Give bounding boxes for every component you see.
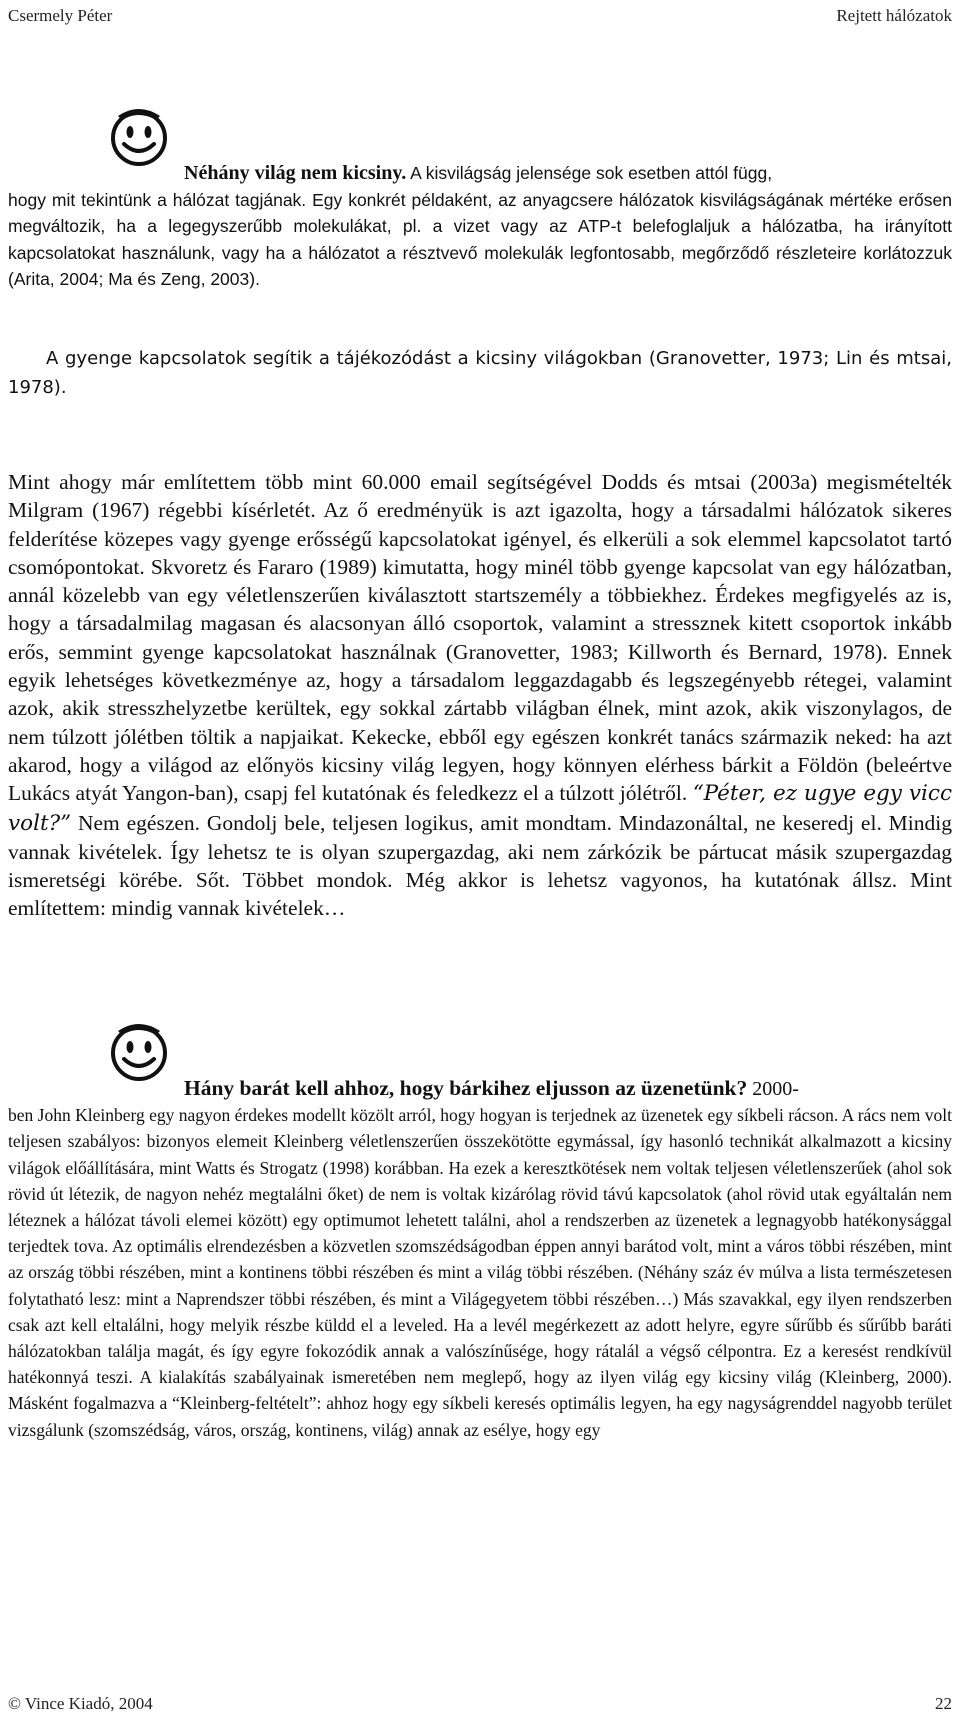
- page-footer: [8, 1694, 952, 1720]
- section-heading: Hány barát kell ahhoz, hogy bárkihez eljusson az üzenetünk?: [184, 1076, 748, 1100]
- section-weak-ties: [8, 345, 952, 402]
- page-number: 22: [935, 1694, 952, 1713]
- paragraph-text: 2000-: [752, 1078, 799, 1100]
- page-header: [8, 6, 952, 32]
- paragraph-text: ben John Kleinberg egy nagyon érdekes modellt közölt arról, hogy hogyan is terjednek az üzenetek egy síkbeli rácson. A rács nem volt teljesen szabályos: bizonyos elemeit Kleinberg véletlenszerűen összekötötte egymással, így hasonló technikát alkalmazott a kicsiny világok előállítására, mint Watts és Strogatz (1998) korábban. Ha ezek a keresztkötések nem voltak teljesen véletlenszerűek (ahol sok rövid út létezik, de nagyon nehéz megtalálni őket) de nem is voltak kizárólag rövid távú kapcsolatok (ahol rövid utak egyáltalán nem léteznek a hálózat távoli elemei között) egy optimumot lehetett találni, ahol a rendszerben az üzenetek a legnagyobb hatékonysággal terjedtek tova. Az optimális elrendezésben a közvetlen szomszédságodban éppen annyi barátod volt, mint a város többi részében, mint az ország többi részében, mint a kontinens többi részében és mint a világ többi részében. (Néhány száz év múlva a lista természetesen folytatható lesz: mint a Naprendszer többi részében, és mint a Világegyetem többi részében…) Más szavakkal, egy ilyen rendszerben csak azt kell eltalálni, hogy melyik részbe küldd el a leveled. Ha a levél megérkezett az adott helyre, egyre sűrűbb és sűrűbb baráti hálózatokban találja magát, és így egyre fokozódik annak a valószínűsége, hogy rátalál a végső célpontra. Ez a keresést rendkívül hatékonnyá teszi. A kialakítás szabályainak ismeretében nem meglepő, hogy az ilyen világ egy kicsiny világ (Kleinberg, 2000). Másként fogalmazva a “Kleinberg-feltételt”: ahhoz hogy egy síkbeli keresés optimális legyen, ha egy nagyságrenddel nagyobb terület vizsgálunk (szomszédság, város, ország, kontinens, világ) annak az esélye, hogy egy: [8, 1105, 952, 1440]
- handwritten-quote: “Péter, ez ugye egy vicc volt?”: [8, 781, 952, 836]
- footer-copyright: © Vince Kiadó, 2004: [8, 1694, 153, 1713]
- section-heading: Néhány világ nem kicsiny.: [184, 162, 407, 184]
- section-small-worlds: [8, 160, 952, 293]
- paragraph-text: A kisvilágság jelensége sok esetben attól függ,: [410, 163, 773, 183]
- paragraph-text: Mint ahogy már említettem több mint 60.000 email segítségével Dodds és mtsai (2003a) megismételték Milgram (1967) régebbi kísérletét. Az ő eredményük is azt igazolta, hogy a társadalmi hálózatok sikeres felderítése közepes vagy gyenge erősségű kapcsolatokat igényel, és elkerüli a sok elemmel kapcsolatot tartó csomópontokat. Skvoretz és Fararo (1989) kimutatta, hogy minél több gyenge kapcsolat van egy hálózatban, annál közelebb van egy véletlenszerűen kiválasztott startszemély a többiekhez. Érdekes megfigyelés az is, hogy a társadalmilag magasan és alacsonyan álló csoportok, valamint a stressznek kitett csoportok inkább erős, semmint gyenge kapcsolatokat használnak (Granovetter, 1983; Killworth és Bernard, 1978). Ennek egyik lehetséges következménye az, hogy a társadalom leggazdagabb és legszegényebb rétegei, valamint azok, akik stresszhelyzetbe kerültek, egy sokkal zártabb világban élnek, mint azok, akik viszonylagos, de nem túlzott jólétben töltik a napjaikat. Kekecke, ebből egy egészen konkrét tanács származik neked: ha azt akarod, hogy a világod az előnyös kicsiny világ legyen, hogy könnyen elérhess bárkit a Földön (beleértve Lukács atyát Yangon-ban), csapj fel kutatónak és feledkezz el a túlzott jólétről.: [8, 470, 952, 806]
- paragraph-text: Nem egészen. Gondolj bele, teljesen logikus, amit mondtam. Mindazonáltal, ne keseredj el. Mindig vannak kivételek. Így lehetsz te is olyan szupergazdag, aki nem zárkózik be pártucat másik szupergazdag ismeretségi körébe. Sőt. Többet mondok. Még akkor is lehetsz vagyonos, ha kutatónak állsz. Mint említettem: mindig vannak kivételek…: [8, 810, 952, 921]
- section-milgram: [8, 468, 952, 923]
- header-author: Csermely Péter: [8, 6, 113, 25]
- paragraph-text: A gyenge kapcsolatok segítik a tájékozódást a kicsiny világokban (Granovetter, 1973; Lin és mtsai, 1978).: [8, 348, 952, 398]
- header-title: Rejtett hálózatok: [836, 6, 952, 25]
- section-kleinberg: [8, 1075, 952, 1443]
- paragraph-text: hogy mit tekintünk a hálózat tagjának. Egy konkrét példaként, az anyagcsere hálózatok kisvilágságának mértéke erősen megváltozik, ha a legegyszerűbb molekulákat, pl. a vizet vagy az ATP-t belefoglaljuk a hálózatba, ha irányított kapcsolatokat használunk, vagy ha a hálózatot a résztvevő molekulák legfontosabb, megőrződő részleteire korlátozzuk (Arita, 2004; Ma és Zeng, 2003).: [8, 189, 952, 289]
